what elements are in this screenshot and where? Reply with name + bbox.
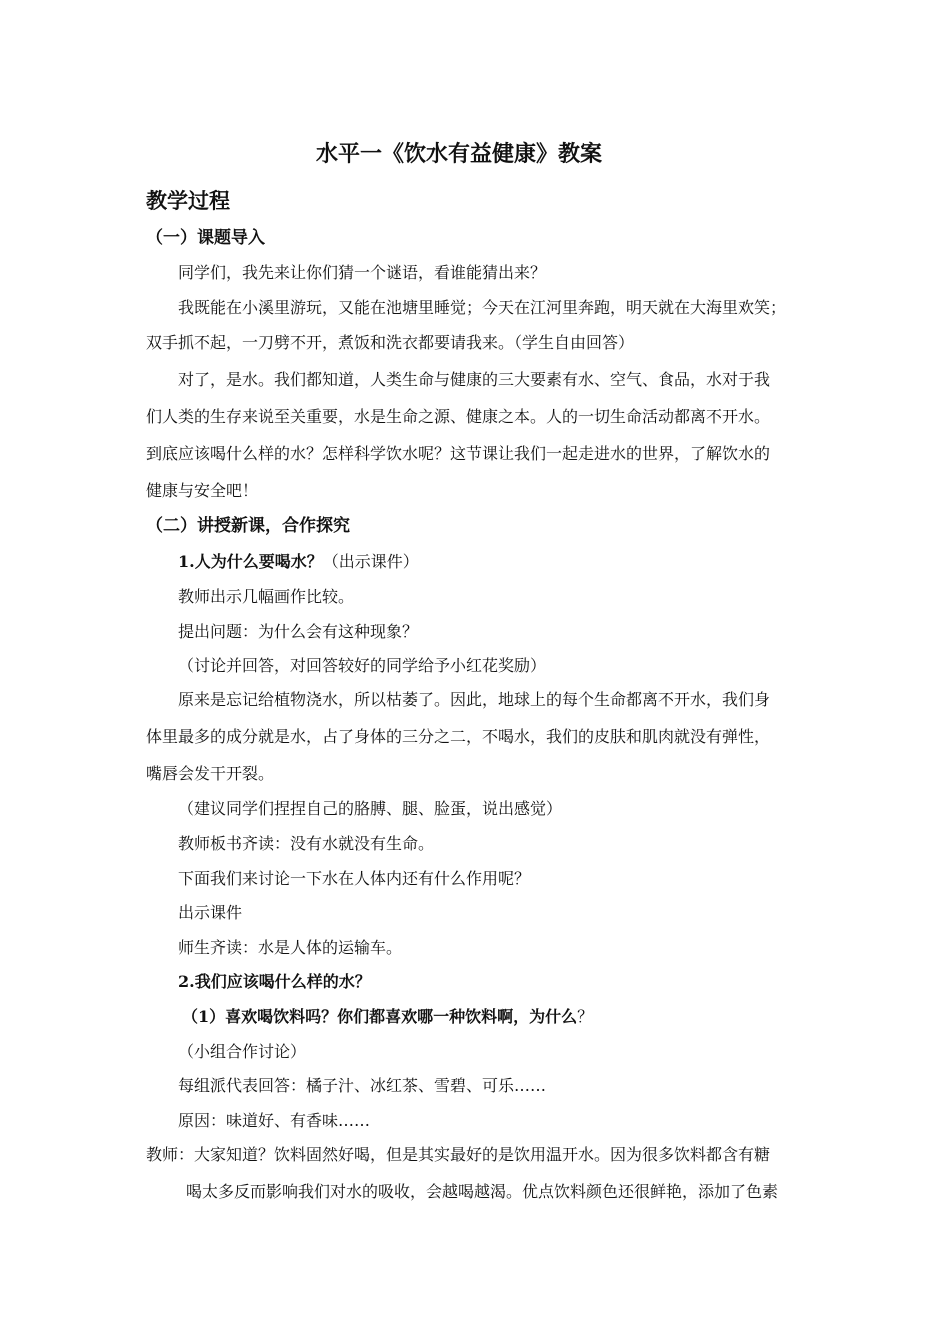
paragraph-line: 出示课件 <box>178 903 243 922</box>
paragraph-line: 提出问题：为什么会有这种现象？ <box>178 622 419 641</box>
paragraph-line: 体里最多的成分就是水，占了身体的三分之二，不喝水，我们的皮肤和肌肉就没有弹性， <box>146 727 771 746</box>
paragraph-line: 下面我们来讨论一下水在人体内还有什么作用呢？ <box>178 869 531 888</box>
paragraph-line: 嘴唇会发干开裂。 <box>146 764 275 783</box>
subsection-heading-2: （二）讲授新课，合作探究 <box>146 516 350 536</box>
paragraph-line: （建议同学们捏捏自己的胳膊、腿、脸蛋，说出感觉） <box>178 799 563 818</box>
question-line: 2.我们应该喝什么样的水？ <box>178 972 371 991</box>
paragraph-line: （讨论并回答，对回答较好的同学给予小红花奖励） <box>178 656 547 675</box>
question-note: ？ <box>577 1007 594 1026</box>
paragraph-line: 教师：大家知道？饮料固然好喝，但是其实最好的是饮用温开水。因为很多饮料都含有糖 <box>146 1145 771 1164</box>
paragraph-line: 每组派代表回答：橘子汁、冰红茶、雪碧、可乐…… <box>178 1076 547 1095</box>
question-line <box>178 552 419 572</box>
question-bold: （1）喜欢喝饮料吗？你们都喜欢哪一种饮料啊，为什么 <box>182 1007 578 1026</box>
question-line <box>182 1007 593 1027</box>
paragraph-line: 对了，是水。我们都知道，人类生命与健康的三大要素有水、空气、食品，水对于我 <box>178 370 771 389</box>
paragraph-line: 师生齐读：水是人体的运输车。 <box>178 938 403 957</box>
paragraph-line: 我既能在小溪里游玩，又能在池塘里睡觉；今天在江河里奔跑，明天就在大海里欢笑； <box>178 298 787 317</box>
paragraph-line: （小组合作讨论） <box>178 1042 307 1061</box>
paragraph-line: 教师出示几幅画作比较。 <box>178 587 355 606</box>
paragraph-line: 原来是忘记给植物浇水，所以枯萎了。因此，地球上的每个生命都离不开水，我们身 <box>178 690 771 709</box>
paragraph-line: 双手抓不起，一刀劈不开，煮饭和洗衣都要请我来。（学生自由回答） <box>146 333 635 352</box>
paragraph-line: 原因：味道好、有香味…… <box>178 1111 371 1130</box>
paragraph-line: 们人类的生存来说至关重要，水是生命之源、健康之本。人的一切生命活动都离不开水。 <box>146 407 771 426</box>
paragraph-line: 同学们，我先来让你们猜一个谜语，看谁能猜出来？ <box>178 263 547 282</box>
subsection-heading-1: （一）课题导入 <box>146 228 265 248</box>
paragraph-line: 健康与安全吧！ <box>146 481 259 500</box>
paragraph-line: 教师板书齐读：没有水就没有生命。 <box>178 834 435 853</box>
question-bold: 1.人为什么要喝水？ <box>178 552 323 571</box>
paragraph-line: 到底应该喝什么样的水？怎样科学饮水呢？这节课让我们一起走进水的世界，了解饮水的 <box>146 444 771 463</box>
section-heading: 教学过程 <box>146 188 230 213</box>
paragraph-line: 喝太多反而影响我们对水的吸收，会越喝越渴。优点饮料颜色还很鲜艳，添加了色素 <box>186 1182 779 1201</box>
document-title: 水平一《饮水有益健康》教案 <box>316 141 603 167</box>
question-note: （出示课件） <box>322 552 419 571</box>
